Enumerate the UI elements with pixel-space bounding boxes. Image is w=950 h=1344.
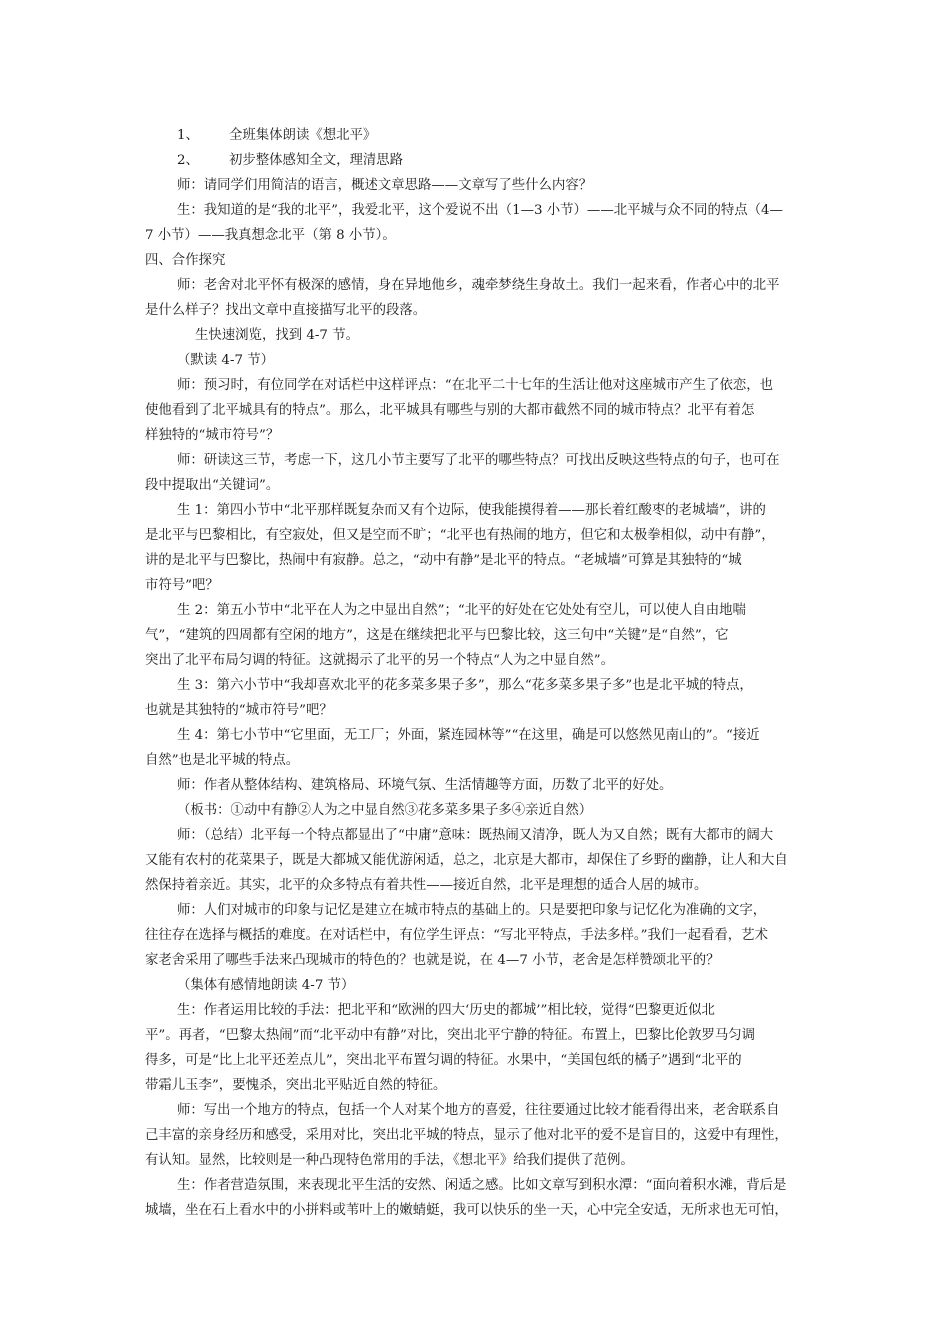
paragraph-line: 是什么样子？找出文章中直接描写北平的段落。 — [145, 303, 427, 318]
paragraph-line: 平”。再者，“巴黎太热闹”而“北平动中有静”对比，突出北平宁静的特征。布置上，巴黎比伦敦罗马匀调 — [145, 1028, 756, 1043]
paragraph-line: 生快速浏览，找到 4-7 节。 — [195, 328, 359, 343]
paragraph-line: 自然”也是北平城的特点。 — [145, 753, 300, 768]
paragraph-line: 带霜儿玉李”，要愧杀，突出北平贴近自然的特征。 — [145, 1078, 447, 1093]
paragraph-line: 生：我知道的是“我的北平”，我爱北平，这个爱说不出（1—3 小节）——北平城与众不同的特点（4— — [177, 203, 783, 218]
paragraph-line: 又能有农村的花菜果子，既是大都城又能优游闲适，总之，北京是大都市，却保住了乡野的幽静，让人和大自 — [145, 853, 788, 868]
paragraph-line: 7 小节）——我真想念北平（第 8 小节）。 — [145, 228, 396, 243]
board-note: （板书：①动中有静②人为之中显自然③花多菜多果子多④亲近自然） — [177, 803, 593, 818]
paragraph-line: 往往存在选择与概括的难度。在对话栏中，有位学生评点：“写北平特点，手法多样。”我们一起看看，艺术 — [145, 928, 768, 943]
list-item-1: 1、 全班集体朗读《想北平》 — [177, 128, 377, 143]
paragraph-line: 生：作者运用比较的手法：把北平和“欧洲的四大‘历史的都城’”相比较，觉得“巴黎更近似北 — [177, 1003, 715, 1018]
paragraph-line: 师：预习时，有位同学在对话栏中这样评点：“在北平二十七年的生活让他对这座城市产生了依恋，也 — [177, 378, 774, 393]
paragraph-line: 师：人们对城市的印象与记忆是建立在城市特点的基础上的。只是要把印象与记忆化为准确的文字， — [177, 903, 767, 918]
paragraph-line: 段中提取出“关键词”。 — [145, 478, 280, 493]
paragraph-line: 生：作者营造氛围，来表现北平生活的安然、闲适之感。比如文章写到积水潭：“面向着积水滩，背后是 — [177, 1178, 787, 1193]
paragraph-line: 生 3：第六小节中“我却喜欢北平的花多菜多果子多”，那么“花多菜多果子多”也是北平城的特点， — [177, 678, 753, 693]
paragraph-line: 生 1：第四小节中“北平那样既复杂而又有个边际，使我能摸得着——那长着红酸枣的老城墙”，讲的 — [177, 503, 766, 518]
paragraph-line: 师：作者从整体结构、建筑格局、环境气氛、生活情趣等方面，历数了北平的好处。 — [177, 778, 673, 793]
paragraph-line: 使他看到了北平城具有的特点”。那么，北平城具有哪些与别的大都市截然不同的城市特点？北平有着怎 — [145, 403, 755, 418]
paragraph-line: （默读 4-7 节） — [177, 353, 275, 368]
section-heading: 四、合作探究 — [145, 253, 226, 268]
paragraph-line: 气”，“建筑的四周都有空闲的地方”，这是在继续把北平与巴黎比较，这三句中“关键”是“自然”，它 — [145, 628, 729, 643]
paragraph-line: 市符号”吧？ — [145, 578, 219, 593]
paragraph-line: 是北平与巴黎相比，有空寂处，但又是空而不旷；“北平也有热闹的地方，但它和太极拳相似，动中有静”， — [145, 528, 775, 543]
paragraph-line: 师：老舍对北平怀有极深的感情，身在异地他乡，魂牵梦绕生身故土。我们一起来看，作者心中的北平 — [177, 278, 780, 293]
paragraph-line: 师：研读这三节，考虑一下，这几小节主要写了北平的哪些特点？可找出反映这些特点的句子，也可在 — [177, 453, 780, 468]
paragraph-line: 有认知。显然，比较则是一种凸现特色常用的手法，《想北平》给我们提供了范例。 — [145, 1153, 634, 1168]
paragraph-line: 家老舍采用了哪些手法来凸现城市的特色的？也就是说，在 4—7 小节，老舍是怎样赞颂北平的？ — [145, 953, 720, 968]
paragraph-line: 师：请同学们用简洁的语言，概述文章思路——文章写了些什么内容？ — [177, 178, 593, 193]
paragraph-line: 生 2：第五小节中“北平在人为之中显出自然”；“北平的好处在它处处有空儿，可以使人自由地喘 — [177, 603, 746, 618]
paragraph-line: 样独特的“城市符号”？ — [145, 428, 280, 443]
paragraph-line: 己丰富的亲身经历和感受，采用对比，突出北平城的特点，显示了他对北平的爱不是盲目的，这爱中有理性， — [145, 1128, 788, 1143]
paragraph-line: 生 4：第七小节中“它里面，无工厂；外面，紧连园林等”“在这里，确是可以悠然见南山的”。“接近 — [177, 728, 760, 743]
paragraph-line: 讲的是北平与巴黎比，热闹中有寂静。总之，“动中有静”是北平的特点。“老城墙”可算是其独特的“城 — [145, 553, 742, 568]
paragraph-line: 突出了北平布局匀调的特征。这就揭示了北平的另一个特点“人为之中显自然”。 — [145, 653, 614, 668]
list-item-2: 2、 初步整体感知全文，理清思路 — [177, 153, 404, 168]
paragraph-line: 得多，可是“比上北平还差点儿”，突出北平布置匀调的特征。水果中，“美国包纸的橘子”遇到“北平的 — [145, 1053, 742, 1068]
paragraph-line: （集体有感情地朗读 4-7 节） — [177, 978, 355, 993]
paragraph-line: 师：（总结）北平每一个特点都显出了“中庸”意味：既热闹又清净，既人为又自然；既有大都市的阔大 — [177, 828, 774, 843]
paragraph-line: 城墙，坐在石上看水中的小拼料或苇叶上的嫩蜻蜓，我可以快乐的坐一天，心中完全安适，无所求也无可怕， — [145, 1203, 788, 1218]
paragraph-line: 也就是其独特的“城市符号”吧？ — [145, 703, 333, 718]
paragraph-line: 然保持着亲近。其实，北平的众多特点有着共性——接近自然，北平是理想的适合人居的城市。 — [145, 878, 708, 893]
paragraph-line: 师：写出一个地方的特点，包括一个人对某个地方的喜爱，往往要通过比较才能看得出来，老舍联系自 — [177, 1103, 780, 1118]
